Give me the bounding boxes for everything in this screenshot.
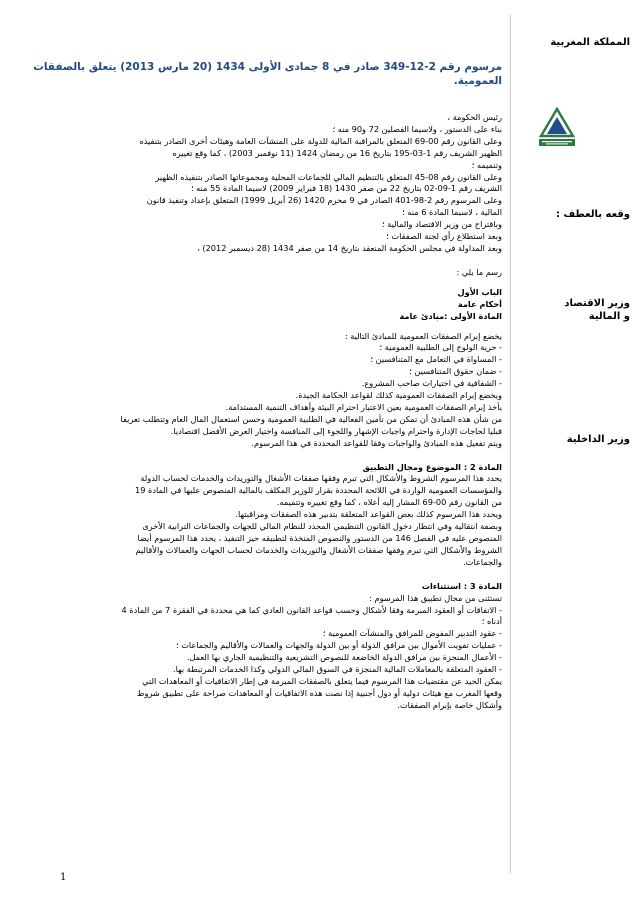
article-3-body (20, 593, 502, 712)
article-line: وقعها المغرب مع هيئات دولية أو دول أجنبية إذا نصت هذه الاتفاقيات أو المعاهدات صراحة على تطبيق شروط (136, 687, 502, 698)
decree-title: مرسوم رقم 2-12-349 صادر في 8 جمادى الأولى 1434 (20 مارس 2013) يتعلق بالصفقات العمومية. (33, 61, 502, 87)
minister-economy-line-1: وزير الاقتصاد (564, 298, 630, 309)
column-divider (510, 14, 511, 874)
article-line: من شأن هذه المبادئ أن تمكن من تأمين الفعالية في الطلبية العمومية وحسن استعمال المال العام وتتطلب تعريفا (120, 413, 502, 424)
minister-economy-line-2: و المالية (588, 311, 630, 322)
page-number: 1 (60, 872, 67, 883)
preamble-line: وتتميمه ؛ (471, 159, 502, 170)
article-line: المنصوص عليه في الفصل 146 من الدستور والنصوص المتخذة لتطبيقه حيز التنفيذ ، يحدد هذا المرسوم أيضا (137, 533, 502, 543)
article-line: ويتم تفعيل هذه المبادئ والواجبات وفقا للقواعد المحددة في هذا المرسوم. (251, 437, 502, 448)
preamble-line: الشريف رقم 1-09-02 بتاريخ 22 من صفر 1430 (18 فبراير 2009) لاسيما المادة 55 منه ؛ (190, 183, 502, 194)
preamble-line: وبعد استطلاع رأي لجنة الصفقات ؛ (386, 231, 502, 242)
preamble-line: وعلى القانون رقم 00-69 المتعلق بالمراقبة المالية للدولة على المنشآت العامة وهيئات أخرى الصادر بتنفيذه (139, 135, 502, 146)
ministry-logo (536, 106, 578, 150)
kingdom-label: المملكة المغربية (550, 37, 630, 48)
article-line: والمؤسسات العمومية الواردة في اللائحة المحددة بقرار للوزير المكلف بالمالية المنصوص عليها في المادة 19 (135, 485, 502, 496)
preamble-line: وعلى المرسوم رقم 2-98-401 الصادر في 9 محرم 1420 (26 أبريل 1999) المتعلق بإعداد وتنفيذ قانون (146, 195, 502, 206)
article-line: يمكن الحيد عن مقتضيات هذا المرسوم فيما يتعلق بالصفقات المبرمة في إطار الاتفاقيات أو المعاهدات التي (142, 675, 502, 686)
article-line: أدناه ؛ (481, 616, 502, 627)
article-line: الشروط والأشكال التي تبرم وفقها صفقات الأشغال والتوريدات والخدمات لحساب الجهات والعمالات والأقاليم (135, 544, 502, 555)
article-line: - عمليات تفويت الأموال بين مرافق الدولة أو بين الدولة والجهات والعمالات والأقاليم والجماعات ؛ (176, 640, 502, 651)
preamble-line: الظهير الشريف رقم 1-03-195 بتاريخ 16 من رمضان 1424 (11 نوفمبر 2003) ، كما وقع تغييره (172, 147, 502, 158)
countersign-label: وقعه بالعطف : (556, 209, 630, 220)
article-line: - الشفافية في اختيارات صاحب المشروع. (361, 378, 502, 389)
article-line: - حرية الولوج إلى الطلبية العمومية ؛ (379, 342, 502, 353)
article-1-title: المادة الأولى :مبادئ عامة (399, 310, 502, 321)
preamble-line: المالية ، لاسيما المادة 6 منه ؛ (402, 207, 502, 218)
decree-body (20, 60, 502, 712)
article-line: يحدد هذا المرسوم الشروط والأشكال التي تبرم وفقها صفقات الأشغال والتوريدات والخدمات لحساب الدولة (140, 473, 502, 484)
article-1-body (20, 331, 502, 450)
article-2-title: المادة 2 : الموضوع ومجال التطبيق (362, 461, 502, 472)
article-line: ويخضع إبرام الصفقات العمومية كذلك لقواعد الحكامة الجيدة. (295, 390, 502, 401)
article-line: يخضع إبرام الصفقات العمومية للمبادئ التالية : (344, 330, 502, 341)
article-line: وبصفة انتقالية وفي انتظار دخول القانون التنظيمي المحدد للنظام المالي للجهات والجماعات الترابية الأخرى (142, 521, 502, 532)
article-line: - المساواة في التعامل مع المتنافسين ؛ (370, 354, 502, 365)
preamble-line: رئيس الحكومة ، (447, 112, 502, 122)
minister-interior-label: وزير الداخلية (566, 434, 630, 445)
chapter-subtitle: أحكام عامة (457, 298, 502, 309)
minister-economy-label (512, 297, 630, 323)
article-line: والجماعات. (463, 556, 502, 567)
article-line: تستثنى من مجال تطبيق هذا المرسوم : (369, 592, 502, 603)
article-line: - ضمان حقوق المتنافسين ؛ (409, 366, 502, 377)
chapter-title: الباب الأول (457, 286, 502, 297)
preamble-line: وعلى القانون رقم 08-45 المتعلق بالتنظيم المالي للجماعات المحلية ومجموعاتها الصادر بتنفيذه الظهير (155, 171, 502, 182)
preamble-line: وبعد المداولة في مجلس الحكومة المنعقد بتاريخ 14 من صفر 1434 (28 ديسمبر 2012) ، (197, 242, 502, 253)
article-line: - الأعمال المنجزة بين مرافق الدولة الخاضعة للنصوص التشريعية والتنظيمية الجاري بها العمل. (186, 652, 502, 663)
article-3-title: المادة 3 : استثناءات (421, 580, 502, 591)
article-line: يأخذ إبرام الصفقات العمومية بعين الاعتبار احترام البيئة وأهداف التنمية المستدامة. (225, 401, 502, 412)
article-line: من القانون رقم 00-69 المشار إليه أعلاه ، كما وقع تغييره وتتميمه. (276, 497, 502, 508)
article-line: قبليا لحاجات الإدارة واحترام واجبات الإشهار واللجوء إلى المنافسة واختيار العرض الأفضل اقتصاديا. (170, 425, 502, 436)
preamble-line: بناء على الدستور ، ولاسيما الفصلين 72 و90 منه ؛ (332, 123, 502, 134)
decree-formula: رسم ما يلي : (456, 266, 502, 277)
article-line: - عقود التدبير المفوض للمرافق والمنشآت العمومية ؛ (322, 628, 502, 639)
article-line: وأشكال خاصة بإبرام الصفقات. (397, 699, 502, 710)
article-line: - الاتفاقات أو العقود المبرمة وفقا لأشكال وحسب قواعد القانون العادي كما هي محددة في الفقرة 7 من المادة 4 (121, 604, 502, 615)
preamble-line: وباقتراح من وزير الاقتصاد والمالية ؛ (381, 219, 502, 230)
article-line: ويحدد هذا المرسوم كذلك بعض القواعد المتعلقة بتدبير هذه الصفقات ومراقبتها. (235, 509, 502, 520)
article-line: - العقود المتعلقة بالمعاملات المالية المنجزة في السوق المالي الدولي وكذا الخدمات المرتبطة بها. (173, 664, 502, 675)
preamble (20, 112, 502, 255)
article-2-body (20, 473, 502, 568)
